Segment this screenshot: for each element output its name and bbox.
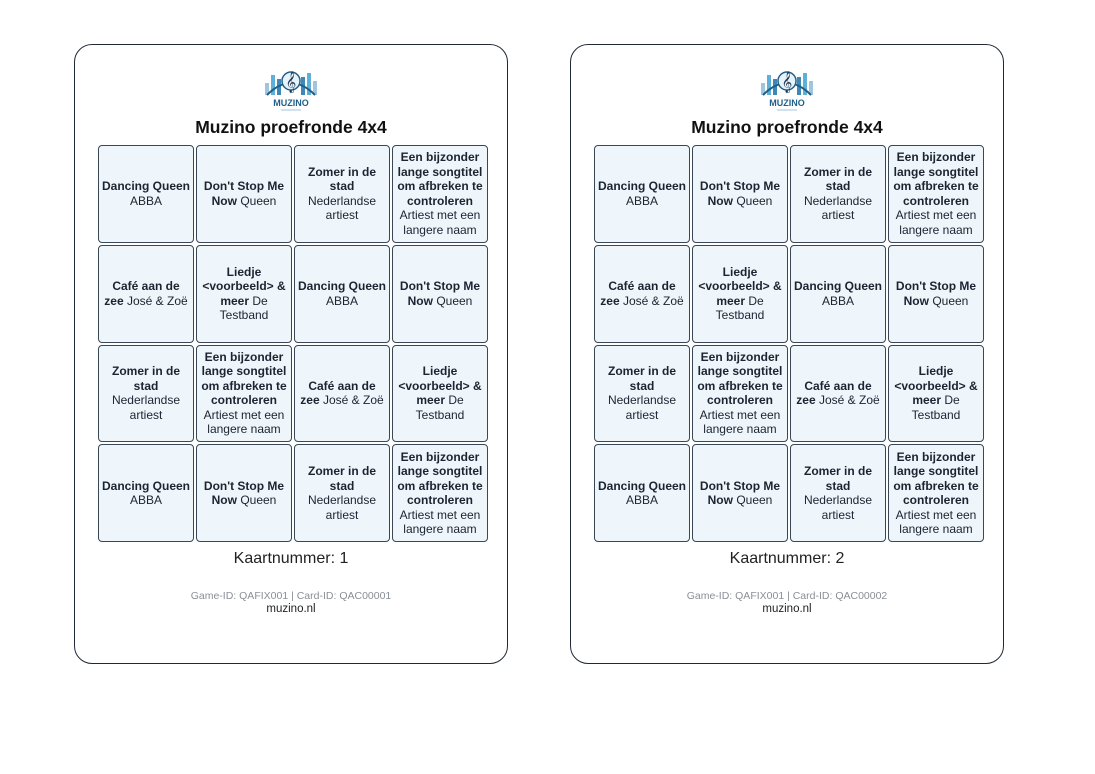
bingo-cell-content bbox=[794, 464, 882, 522]
artist-name: ABBA bbox=[129, 193, 162, 208]
bingo-cell bbox=[594, 245, 690, 343]
song-title: Zomer in de stad bbox=[803, 164, 872, 194]
artist-name: Nederlandse artiest bbox=[111, 393, 181, 422]
muzino-logo-icon bbox=[261, 61, 321, 115]
bingo-cell bbox=[790, 245, 886, 343]
bingo-cell bbox=[392, 444, 488, 542]
song-title: Dancing Queen bbox=[102, 478, 191, 493]
artist-name: Artiest met een langere naam bbox=[203, 407, 285, 437]
bingo-cell bbox=[392, 245, 488, 343]
song-title: Dancing Queen bbox=[794, 279, 883, 294]
song-title: Zomer in de stad bbox=[307, 164, 376, 194]
site-url: muzino.nl bbox=[762, 603, 812, 615]
bingo-cell-content bbox=[200, 265, 288, 323]
song-title: Dancing Queen bbox=[102, 179, 191, 194]
song-title: Liedje <voorbeeld> & meer bbox=[398, 364, 482, 408]
bingo-cell bbox=[888, 245, 984, 343]
bingo-grid bbox=[594, 145, 984, 542]
artist-name: Nederlandse artiest bbox=[307, 493, 377, 522]
bingo-cell bbox=[196, 444, 292, 542]
bingo-cell bbox=[392, 145, 488, 243]
artist-name: Nederlandse artiest bbox=[307, 193, 377, 223]
artist-name: Queen bbox=[240, 493, 277, 508]
bingo-cell bbox=[294, 245, 390, 343]
song-title: Don't Stop Me Now bbox=[399, 279, 481, 308]
song-title: Een bijzonder lange songtitel om afbreken te controleren bbox=[893, 449, 979, 508]
song-title: Zomer in de stad bbox=[307, 464, 376, 493]
bingo-cell-content bbox=[102, 479, 190, 508]
bingo-cell bbox=[98, 345, 194, 443]
song-title: Zomer in de stad bbox=[803, 464, 872, 493]
artist-name: Artiest met een langere naam bbox=[699, 407, 781, 437]
svg-text:𝄞: 𝄞 bbox=[781, 72, 793, 93]
artist-name: ABBA bbox=[325, 293, 358, 308]
bingo-cell bbox=[888, 345, 984, 443]
bingo-cell-content bbox=[200, 179, 288, 208]
bingo-cell-content bbox=[598, 179, 686, 208]
artist-name: Artiest met een langere naam bbox=[895, 507, 977, 537]
artist-name: De Testband bbox=[219, 293, 269, 323]
bingo-cell bbox=[692, 345, 788, 443]
bingo-cell bbox=[98, 444, 194, 542]
site-url: muzino.nl bbox=[266, 603, 316, 615]
song-title: Don't Stop Me Now bbox=[699, 179, 781, 208]
bingo-cell-content bbox=[396, 450, 484, 537]
song-title: Een bijzonder lange songtitel om afbreken te controleren bbox=[397, 150, 483, 208]
card-meta-ids: Game-ID: QAFIX001 | Card-ID: QAC00001 bbox=[190, 590, 392, 602]
bingo-cell bbox=[888, 145, 984, 243]
song-title: Zomer in de stad bbox=[111, 364, 180, 393]
song-title: Liedje <voorbeeld> & meer bbox=[202, 264, 286, 308]
bingo-cell bbox=[294, 145, 390, 243]
bingo-card-2 bbox=[570, 44, 1004, 664]
svg-text:MUZINO: MUZINO bbox=[769, 98, 805, 108]
bingo-cell-content bbox=[298, 165, 386, 223]
artist-name: De Testband bbox=[715, 293, 765, 323]
artist-name: José & Zoë bbox=[623, 293, 684, 308]
bingo-cell bbox=[196, 345, 292, 443]
bingo-cell-content bbox=[200, 350, 288, 437]
artist-name: Nederlandse artiest bbox=[607, 393, 677, 422]
artist-name: Queen bbox=[436, 293, 473, 308]
card-title: Muzino proefronde 4x4 bbox=[691, 117, 883, 137]
song-title: Zomer in de stad bbox=[607, 364, 676, 393]
artist-name: Queen bbox=[932, 293, 969, 308]
artist-name: Artiest met een langere naam bbox=[399, 208, 481, 237]
artist-name: De Testband bbox=[415, 393, 465, 422]
bingo-cell-content bbox=[598, 479, 686, 508]
song-title: Café aan de zee bbox=[104, 279, 180, 308]
artist-name: Nederlandse artiest bbox=[803, 193, 873, 223]
bingo-cell bbox=[392, 345, 488, 443]
artist-name: José & Zoë bbox=[127, 293, 188, 308]
bingo-cell-content bbox=[696, 350, 784, 437]
bingo-cell-content bbox=[598, 364, 686, 422]
muzino-logo-icon bbox=[757, 61, 817, 115]
card-number: Kaartnummer: 2 bbox=[729, 550, 845, 567]
artist-name: Queen bbox=[736, 493, 773, 508]
bingo-cell-content bbox=[892, 450, 980, 537]
bingo-cell-content bbox=[794, 165, 882, 223]
artist-name: De Testband bbox=[911, 393, 961, 422]
svg-text:MUZINO: MUZINO bbox=[273, 98, 309, 108]
bingo-cell-content bbox=[696, 179, 784, 208]
bingo-cell bbox=[692, 245, 788, 343]
artist-name: ABBA bbox=[625, 493, 658, 508]
artist-name: Nederlandse artiest bbox=[803, 493, 873, 522]
bingo-cell bbox=[594, 145, 690, 243]
song-title: Don't Stop Me Now bbox=[895, 279, 977, 308]
bingo-cell-content bbox=[892, 279, 980, 308]
song-title: Don't Stop Me Now bbox=[699, 478, 781, 508]
song-title: Een bijzonder lange songtitel om afbreken te controleren bbox=[201, 349, 287, 408]
bingo-cell-content bbox=[892, 364, 980, 422]
bingo-cell bbox=[294, 345, 390, 443]
bingo-cell-content bbox=[102, 364, 190, 422]
song-title: Liedje <voorbeeld> & meer bbox=[894, 364, 978, 408]
bingo-cell bbox=[790, 345, 886, 443]
bingo-cell-content bbox=[396, 364, 484, 422]
bingo-cell-content bbox=[102, 279, 190, 308]
bingo-cell-content bbox=[102, 179, 190, 208]
bingo-grid bbox=[98, 145, 488, 542]
bingo-cell-content bbox=[696, 479, 784, 508]
song-title: Een bijzonder lange songtitel om afbreken te controleren bbox=[697, 349, 783, 408]
bingo-cell bbox=[294, 444, 390, 542]
artist-name: ABBA bbox=[821, 293, 854, 308]
song-title: Café aan de zee bbox=[300, 378, 376, 408]
card-meta-ids: Game-ID: QAFIX001 | Card-ID: QAC00002 bbox=[686, 590, 888, 602]
bingo-cell bbox=[98, 245, 194, 343]
artist-name: ABBA bbox=[129, 493, 162, 508]
card-number: Kaartnummer: 1 bbox=[233, 550, 349, 567]
song-title: Dancing Queen bbox=[298, 279, 387, 294]
bingo-cell bbox=[196, 245, 292, 343]
song-title: Een bijzonder lange songtitel om afbreken te controleren bbox=[893, 150, 979, 208]
bingo-cell-content bbox=[200, 479, 288, 508]
artist-name: Queen bbox=[240, 193, 277, 208]
song-title: Café aan de zee bbox=[600, 279, 676, 308]
song-title: Dancing Queen bbox=[598, 179, 687, 194]
bingo-cell bbox=[594, 444, 690, 542]
song-title: Don't Stop Me Now bbox=[203, 478, 285, 508]
card-title: Muzino proefronde 4x4 bbox=[195, 117, 387, 137]
bingo-cell-content bbox=[598, 279, 686, 308]
artist-name: Queen bbox=[736, 193, 773, 208]
bingo-cell-content bbox=[696, 265, 784, 323]
artist-name: José & Zoë bbox=[819, 393, 880, 408]
bingo-cell bbox=[790, 444, 886, 542]
artist-name: ABBA bbox=[625, 193, 658, 208]
artist-name: Artiest met een langere naam bbox=[895, 208, 977, 237]
bingo-cell-content bbox=[298, 464, 386, 522]
bingo-cell-content bbox=[298, 279, 386, 308]
song-title: Dancing Queen bbox=[598, 478, 687, 493]
bingo-cell bbox=[888, 444, 984, 542]
bingo-card-1 bbox=[74, 44, 508, 664]
artist-name: Artiest met een langere naam bbox=[399, 507, 481, 537]
bingo-cell-content bbox=[794, 279, 882, 308]
bingo-cell-content bbox=[298, 379, 386, 408]
song-title: Een bijzonder lange songtitel om afbreken te controleren bbox=[397, 449, 483, 508]
bingo-cell-content bbox=[892, 150, 980, 237]
bingo-cell bbox=[692, 444, 788, 542]
song-title: Don't Stop Me Now bbox=[203, 179, 285, 208]
bingo-cell-content bbox=[396, 279, 484, 308]
bingo-cell-content bbox=[396, 150, 484, 237]
svg-text:𝄞: 𝄞 bbox=[285, 72, 297, 93]
bingo-cell bbox=[98, 145, 194, 243]
bingo-cell bbox=[196, 145, 292, 243]
bingo-cell-content bbox=[794, 379, 882, 408]
artist-name: José & Zoë bbox=[323, 393, 384, 408]
bingo-cell bbox=[790, 145, 886, 243]
song-title: Liedje <voorbeeld> & meer bbox=[698, 264, 782, 308]
bingo-cell bbox=[594, 345, 690, 443]
bingo-cell bbox=[692, 145, 788, 243]
song-title: Café aan de zee bbox=[796, 378, 872, 408]
